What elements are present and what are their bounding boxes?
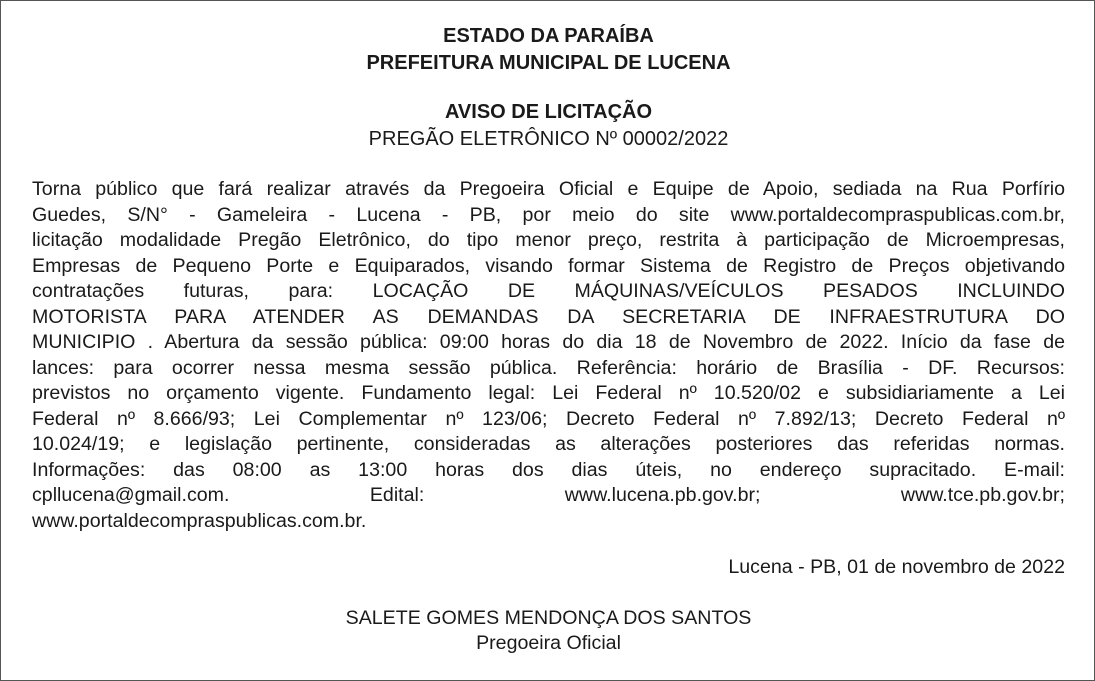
body-line: Federal nº 8.666/93; Lei Complementar nº 123/06; Decreto Federal nº 7.892/13; Decreto Federal nº xyxy=(32,407,1065,430)
prefecture-heading: PREFEITURA MUNICIPAL DE LUCENA xyxy=(366,52,731,74)
state-heading: ESTADO DA PARAÍBA xyxy=(443,25,654,47)
signatory-role: Pregoeira Oficial xyxy=(476,632,621,654)
body-line: Empresas de Pequeno Porte e Equiparados, visando formar Sistema de Registro de Preços objetivando xyxy=(32,254,1065,277)
body-line: cpllucena@gmail.com. Edital: www.lucena.pb.gov.br; www.tce.pb.gov.br; xyxy=(32,484,1065,506)
notice-body xyxy=(32,177,1065,534)
signatory-name: SALETE GOMES MENDONÇA DOS SANTOS xyxy=(345,607,752,629)
place-date: Lucena - PB, 01 de novembro de 2022 xyxy=(728,556,1065,578)
body-line: MOTORISTA PARA ATENDER AS DEMANDAS DA SECRETARIA DE INFRAESTRUTURA DO xyxy=(32,305,1065,328)
body-line: MUNICIPIO . Abertura da sessão pública: 09:00 horas do dia 18 de Novembro de 2022. Início da fase de xyxy=(32,331,1065,353)
body-line: www.portaldecompraspublicas.com.br. xyxy=(32,509,367,532)
body-line: Guedes, S/N° - Gameleira - Lucena - PB, por meio do site www.portaldecompraspublicas.com.br, xyxy=(32,203,1065,226)
signature-block xyxy=(32,606,1065,656)
notice-subtitle: PREGÃO ELETRÔNICO Nº 00002/2022 xyxy=(368,128,729,150)
body-line: contratações futuras, para: LOCAÇÃO DE MÁQUINAS/VEÍCULOS PESADOS INCLUINDO xyxy=(32,280,1065,302)
body-line: Torna público que fará realizar através da Pregoeira Oficial e Equipe de Apoio, sediada na Rua Porfírio xyxy=(32,178,1065,200)
body-line: licitação modalidade Pregão Eletrônico, do tipo menor preço, restrita à participação de Microempresas, xyxy=(32,229,1065,251)
body-line: previstos no orçamento vigente. Fundamento legal: Lei Federal nº 10.520/02 e subsidiariamente a Lei xyxy=(32,382,1065,404)
body-line: lances: para ocorrer nessa mesma sessão pública. Referência: horário de Brasília - DF. Recursos: xyxy=(32,356,1065,379)
body-line: 10.024/19; e legislação pertinente, consideradas as alterações posteriores das referidas normas. xyxy=(32,433,1065,455)
body-line: Informações: das 08:00 as 13:00 horas dos dias úteis, no endereço supracitado. E-mail: xyxy=(32,458,1065,481)
notice-title: AVISO DE LICITAÇÃO xyxy=(444,101,653,123)
